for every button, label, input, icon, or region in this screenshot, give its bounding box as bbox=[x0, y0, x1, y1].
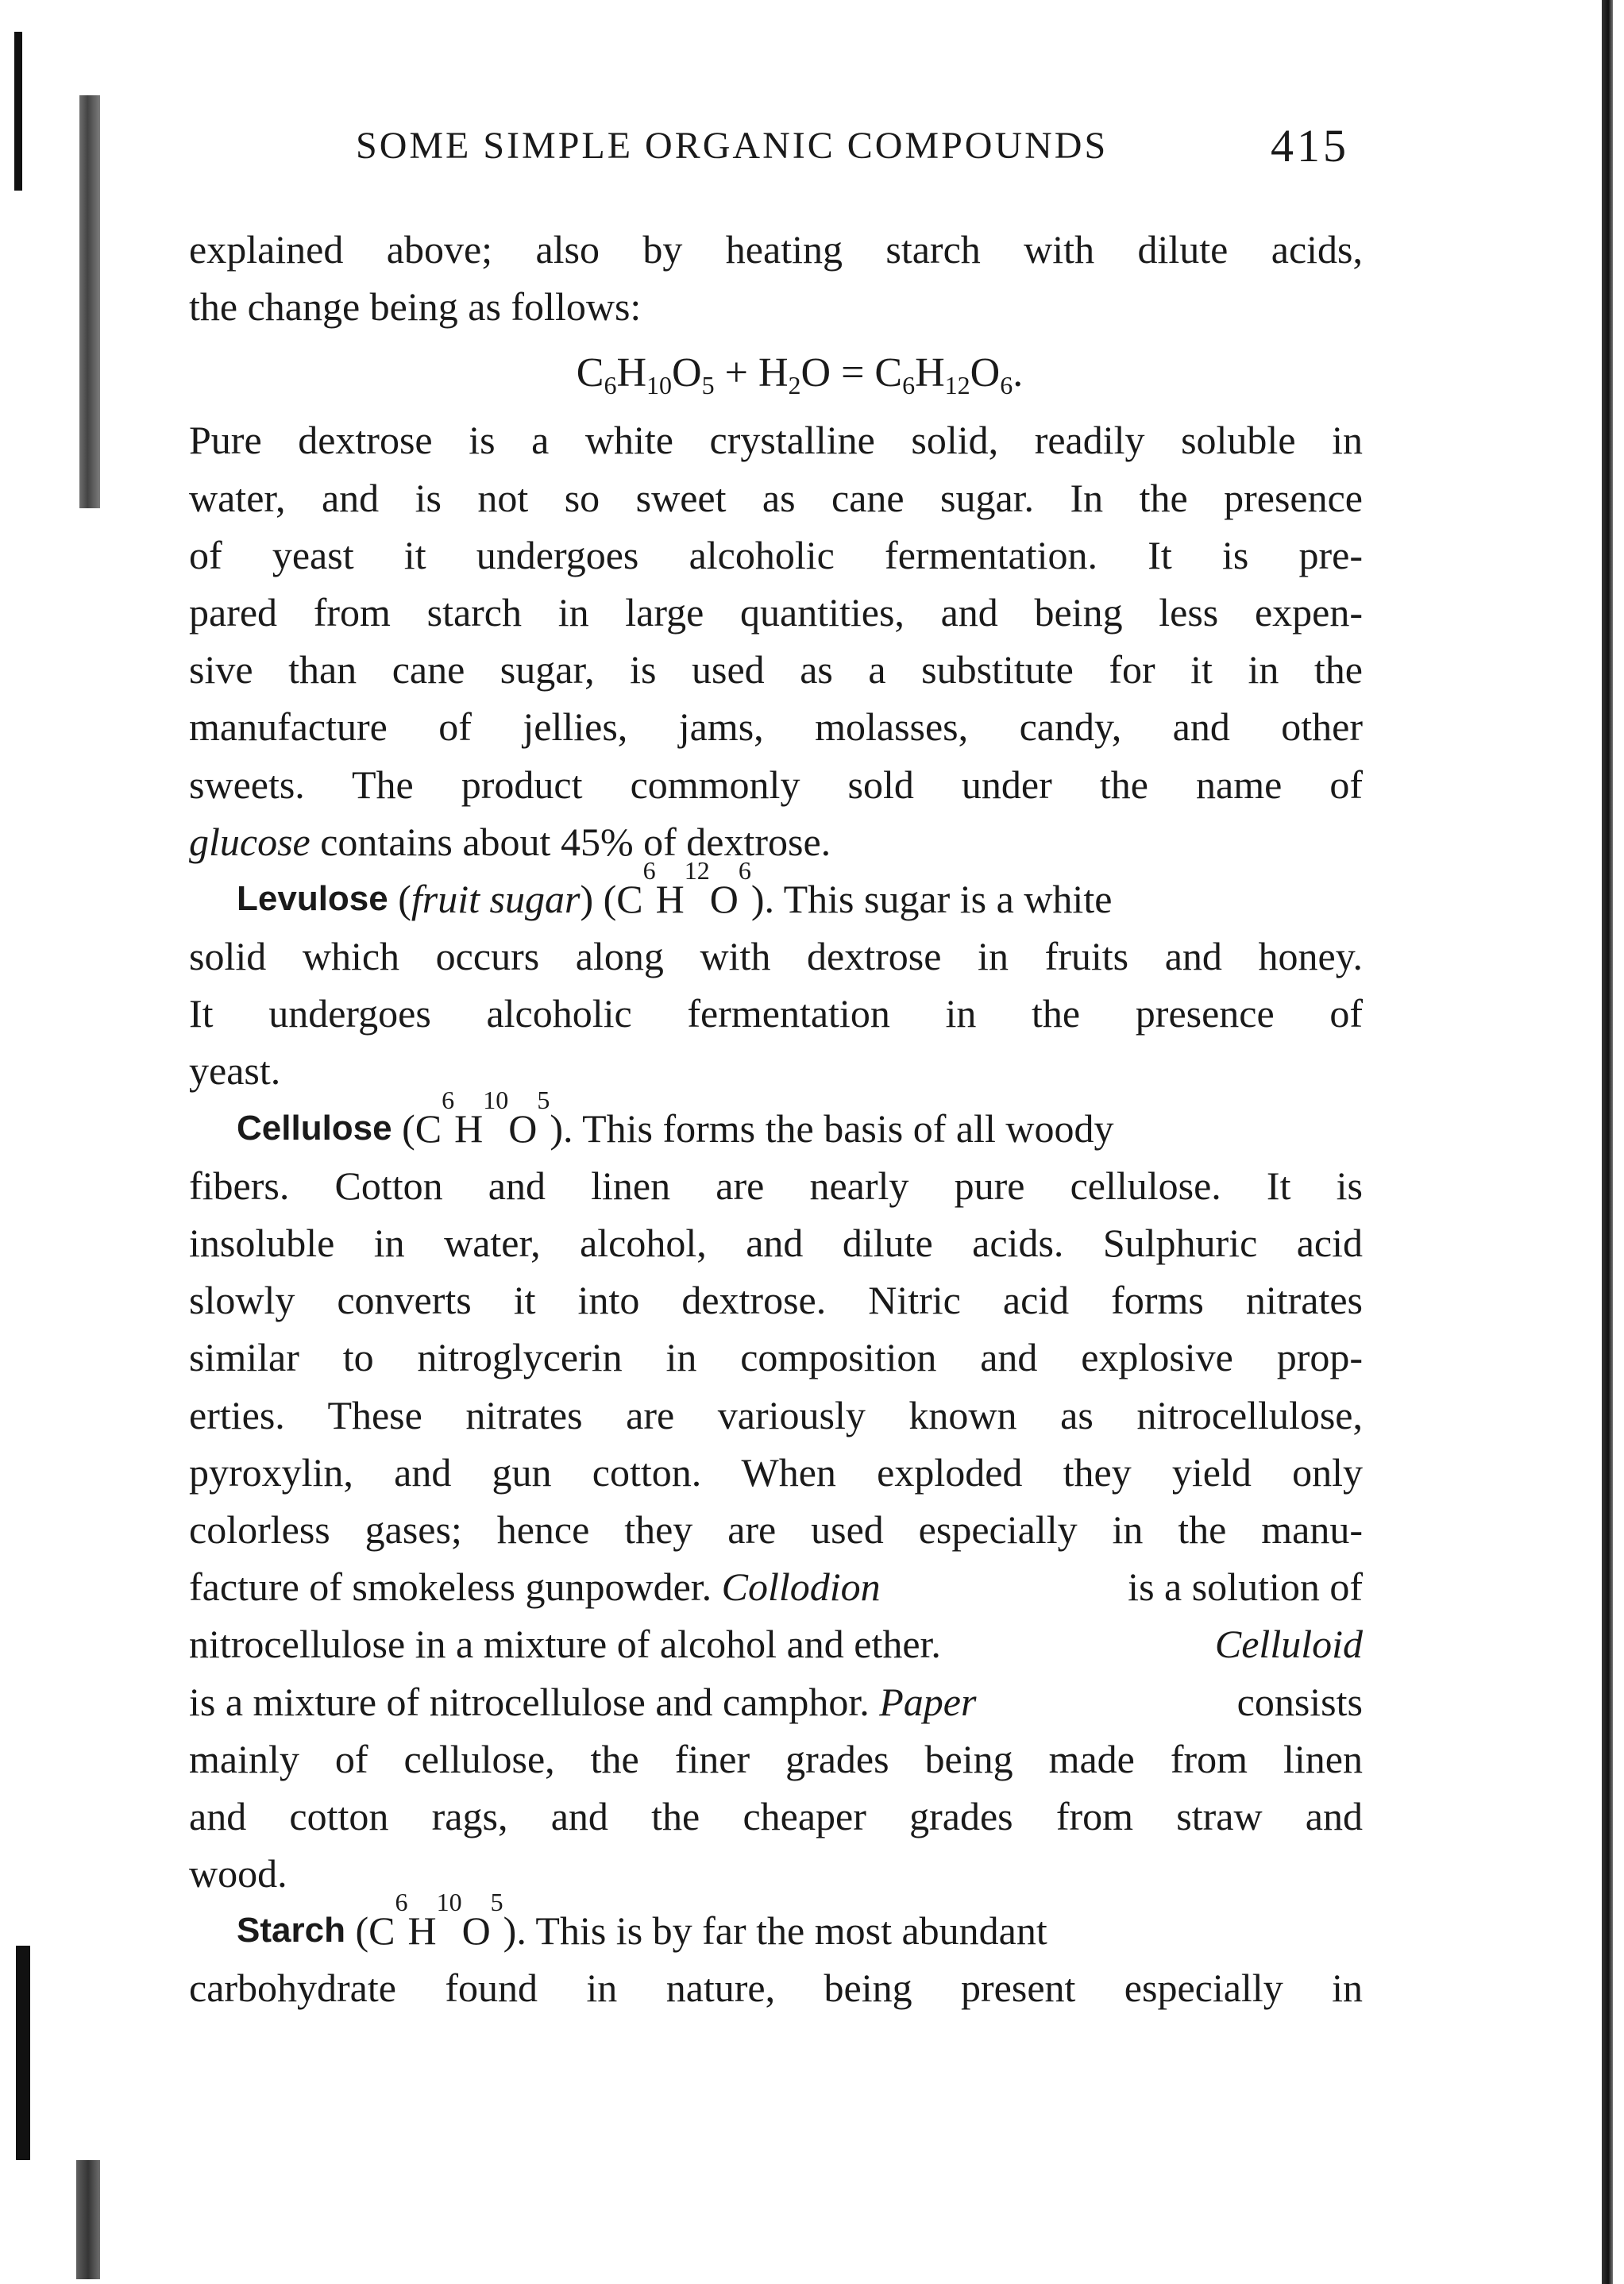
paragraph-levulose-first-line bbox=[189, 855, 1363, 928]
text-line-content bbox=[189, 1673, 976, 1730]
scan-edge-artifact bbox=[79, 95, 100, 508]
text-line bbox=[189, 928, 1363, 985]
text-line-content bbox=[189, 1558, 881, 1615]
formula-sub: 6 bbox=[738, 855, 751, 885]
text-line-content: slowly converts it into dextrose. Nitric acid forms nitrates bbox=[189, 1278, 1363, 1323]
formula-sub: 6 bbox=[442, 1085, 455, 1114]
text-line bbox=[189, 1845, 1363, 1902]
formula-sub: 5 bbox=[537, 1085, 550, 1114]
formula-sub: 6 bbox=[642, 855, 656, 885]
italic-term: Paper bbox=[879, 1679, 977, 1724]
text-line bbox=[189, 1271, 1363, 1329]
text-line bbox=[189, 1558, 1363, 1615]
text-fragment: ( bbox=[388, 876, 411, 921]
scan-edge-artifact bbox=[14, 32, 22, 191]
eq-part: O bbox=[672, 350, 702, 396]
text-line-content: sweets. The product commonly sold under the name of bbox=[189, 762, 1363, 807]
eq-part: H bbox=[758, 350, 789, 396]
eq-sub: 2 bbox=[788, 371, 801, 400]
italic-term: glucose bbox=[189, 819, 311, 864]
eq-sub: 10 bbox=[646, 371, 673, 400]
eq-sub: 6 bbox=[1000, 371, 1013, 400]
formula-sub: 5 bbox=[490, 1888, 503, 1917]
scan-edge-artifact bbox=[16, 1946, 30, 2160]
text-fragment: (C bbox=[392, 1105, 442, 1151]
text-line bbox=[189, 1157, 1363, 1214]
text-line-content: the change being as follows: bbox=[189, 284, 642, 330]
text-line bbox=[189, 221, 1363, 278]
text-line bbox=[189, 985, 1363, 1042]
text-fragment: ). This forms the basis of all woody bbox=[550, 1105, 1114, 1151]
text-line bbox=[189, 411, 1363, 469]
text-line-content: explained above; also by heating starch with dilute acids, bbox=[189, 227, 1363, 272]
text-line-content: carbohydrate found in nature, being present especially in bbox=[189, 1966, 1363, 2011]
page-body bbox=[189, 221, 1363, 2017]
eq-sub: 12 bbox=[944, 371, 970, 400]
text-fragment: facture of smokeless gunpowder. bbox=[189, 1564, 722, 1610]
chemical-equation bbox=[189, 335, 1363, 411]
text-fragment: O bbox=[461, 1908, 491, 1954]
text-fragment: H bbox=[454, 1105, 484, 1151]
formula-sub: 12 bbox=[684, 855, 710, 885]
eq-sub: 5 bbox=[701, 371, 715, 400]
eq-part: . bbox=[1013, 350, 1024, 396]
text-line bbox=[189, 1730, 1363, 1788]
text-fragment: (C bbox=[345, 1908, 395, 1954]
text-line-content: fibers. Cotton and linen are nearly pure cellulose. It is bbox=[189, 1163, 1363, 1208]
term-starch: Starch bbox=[237, 1911, 345, 1950]
scan-edge-artifact bbox=[76, 2160, 100, 2279]
text-line bbox=[189, 1329, 1363, 1386]
text-line-content: similar to nitroglycerin in composition and explosive prop- bbox=[189, 1335, 1363, 1380]
text-line bbox=[189, 1959, 1363, 2016]
running-head: SOME SIMPLE ORGANIC COMPOUNDS bbox=[356, 125, 1109, 167]
formula-sub: 10 bbox=[436, 1888, 462, 1917]
text-fragment: H bbox=[407, 1908, 437, 1954]
text-line-content: and cotton rags, and the cheaper grades from straw and bbox=[189, 1793, 1363, 1838]
equation bbox=[577, 335, 1023, 411]
text-line-content: sive than cane sugar, is used as a substitute for it in the bbox=[189, 647, 1363, 693]
text-line-content: colorless gases; hence they are used especially in the manu- bbox=[189, 1507, 1363, 1552]
text-line-content: erties. These nitrates are variously known as nitrocellulose, bbox=[189, 1392, 1363, 1437]
text-line bbox=[189, 813, 1363, 870]
text-line bbox=[189, 756, 1363, 813]
eq-part: H bbox=[915, 350, 945, 396]
eq-sub: 6 bbox=[604, 371, 617, 400]
text-line bbox=[189, 1501, 1363, 1558]
formula-sub: 6 bbox=[395, 1888, 408, 1917]
paragraph-starch-first-line bbox=[189, 1888, 1363, 1959]
text-line bbox=[189, 278, 1363, 335]
eq-part: + bbox=[714, 350, 758, 396]
text-line bbox=[189, 1214, 1363, 1271]
text-line bbox=[189, 469, 1363, 527]
text-line-content: Pure dextrose is a white crystalline solid, readily soluble in bbox=[189, 418, 1363, 463]
text-fragment: ). This sugar is a white bbox=[750, 876, 1113, 921]
text-line bbox=[189, 1788, 1363, 1845]
text-fragment: nitrocellulose in a mixture of alcohol and ether. bbox=[189, 1622, 951, 1667]
italic-term: Celluloid bbox=[1214, 1622, 1363, 1667]
text-line bbox=[189, 698, 1363, 755]
text-fragment: O bbox=[508, 1105, 538, 1151]
eq-sub: 6 bbox=[902, 371, 916, 400]
text-line bbox=[189, 641, 1363, 698]
eq-part: C bbox=[874, 350, 903, 396]
italic-term: Collodion bbox=[721, 1564, 881, 1610]
text-line-content: mainly of cellulose, the finer grades being made from linen bbox=[189, 1736, 1363, 1781]
text-line-content: solid which occurs along with dextrose in fruits and honey. bbox=[189, 934, 1363, 979]
page-number: 415 bbox=[1271, 120, 1349, 172]
text-line-content: manufacture of jellies, jams, molasses, candy, and other bbox=[189, 704, 1363, 750]
text-line-content: of yeast it undergoes alcoholic fermentation. It is pre- bbox=[189, 532, 1363, 577]
text-fragment: H bbox=[655, 876, 685, 921]
text-line bbox=[189, 584, 1363, 641]
text-line bbox=[189, 1673, 1363, 1730]
text-line-content: wood. bbox=[189, 1851, 287, 1896]
text-line bbox=[189, 1387, 1363, 1444]
eq-part: = bbox=[831, 350, 875, 396]
eq-part: H bbox=[616, 350, 647, 396]
text-line-content: insoluble in water, alcohol, and dilute acids. Sulphuric acid bbox=[189, 1221, 1363, 1265]
eq-part: O bbox=[970, 350, 1001, 396]
eq-part: O bbox=[800, 350, 831, 396]
text-fragment: ) (C bbox=[580, 876, 643, 921]
text-line-content: pyroxylin, and gun cotton. When exploded they yield only bbox=[189, 1449, 1363, 1495]
text-fragment: consists bbox=[1227, 1679, 1363, 1724]
text-fragment: is a mixture of nitrocellulose and camphor. bbox=[189, 1679, 880, 1724]
text-fragment: is a solution of bbox=[1117, 1564, 1363, 1610]
text-line bbox=[189, 1042, 1363, 1099]
text-line bbox=[189, 527, 1363, 584]
text-line-content: It undergoes alcoholic fermentation in the presence of bbox=[189, 991, 1363, 1036]
text-fragment: O bbox=[709, 876, 739, 921]
term-levulose: Levulose bbox=[237, 878, 388, 918]
text-line bbox=[189, 1615, 1363, 1672]
paragraph-cellulose-first-line bbox=[189, 1085, 1363, 1157]
term-cellulose: Cellulose bbox=[237, 1108, 392, 1148]
text-fragment: ). This is by far the most abundant bbox=[503, 1908, 1047, 1954]
scan-edge-artifact bbox=[1602, 0, 1613, 2284]
text-line-content: yeast. bbox=[189, 1048, 281, 1094]
text-line bbox=[189, 1444, 1363, 1501]
italic-term: fruit sugar bbox=[411, 876, 581, 921]
text-line-content: water, and is not so sweet as cane sugar. In the presence bbox=[189, 475, 1363, 520]
formula-sub: 10 bbox=[483, 1085, 509, 1114]
text-line-content: pared from starch in large quantities, and being less expen- bbox=[189, 589, 1363, 635]
eq-part: C bbox=[576, 350, 604, 396]
text-line-content: contains about 45% of dextrose. bbox=[310, 819, 831, 864]
